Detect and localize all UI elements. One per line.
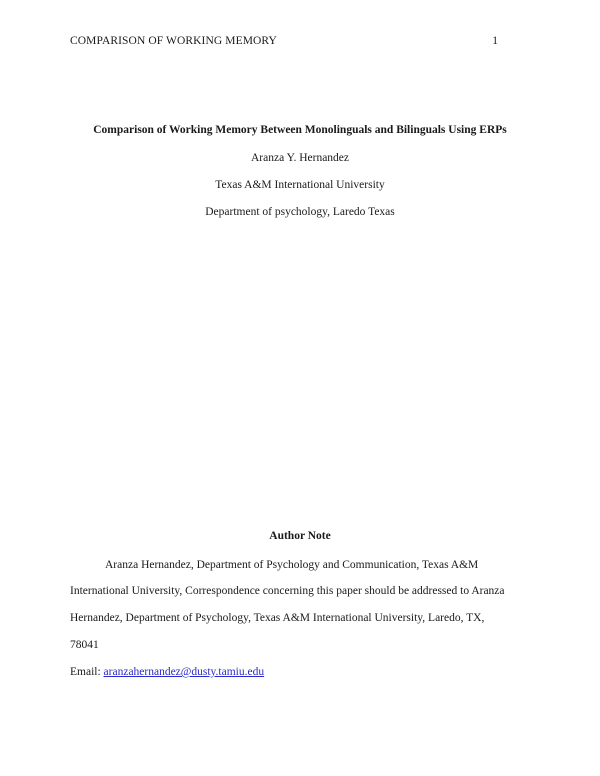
department: Department of psychology, Laredo Texas (205, 206, 395, 218)
email-link[interactable]: aranzahernandez@dusty.tamiu.edu (103, 666, 265, 678)
author-name: Aranza Y. Hernandez (250, 152, 350, 164)
author-note-line: International University, Correspondence concerning this paper should be addressed to Aranza (70, 585, 505, 597)
email-label: Email: (70, 666, 104, 678)
author-note-heading: Author Note (269, 530, 331, 542)
author-note-line: Aranza Hernandez, Department of Psychology and Communication, Texas A&M (105, 559, 479, 571)
email-line (70, 666, 264, 678)
running-head: COMPARISON OF WORKING MEMORY (70, 35, 277, 47)
institution: Texas A&M International University (215, 179, 385, 191)
author-note-line: Hernandez, Department of Psychology, Texas A&M International University, Laredo, TX, (70, 612, 485, 624)
paper-title: Comparison of Working Memory Between Monolinguals and Bilinguals Using ERPs (93, 124, 507, 136)
page-number: 1 (492, 35, 498, 47)
author-note-line: 78041 (70, 639, 99, 651)
